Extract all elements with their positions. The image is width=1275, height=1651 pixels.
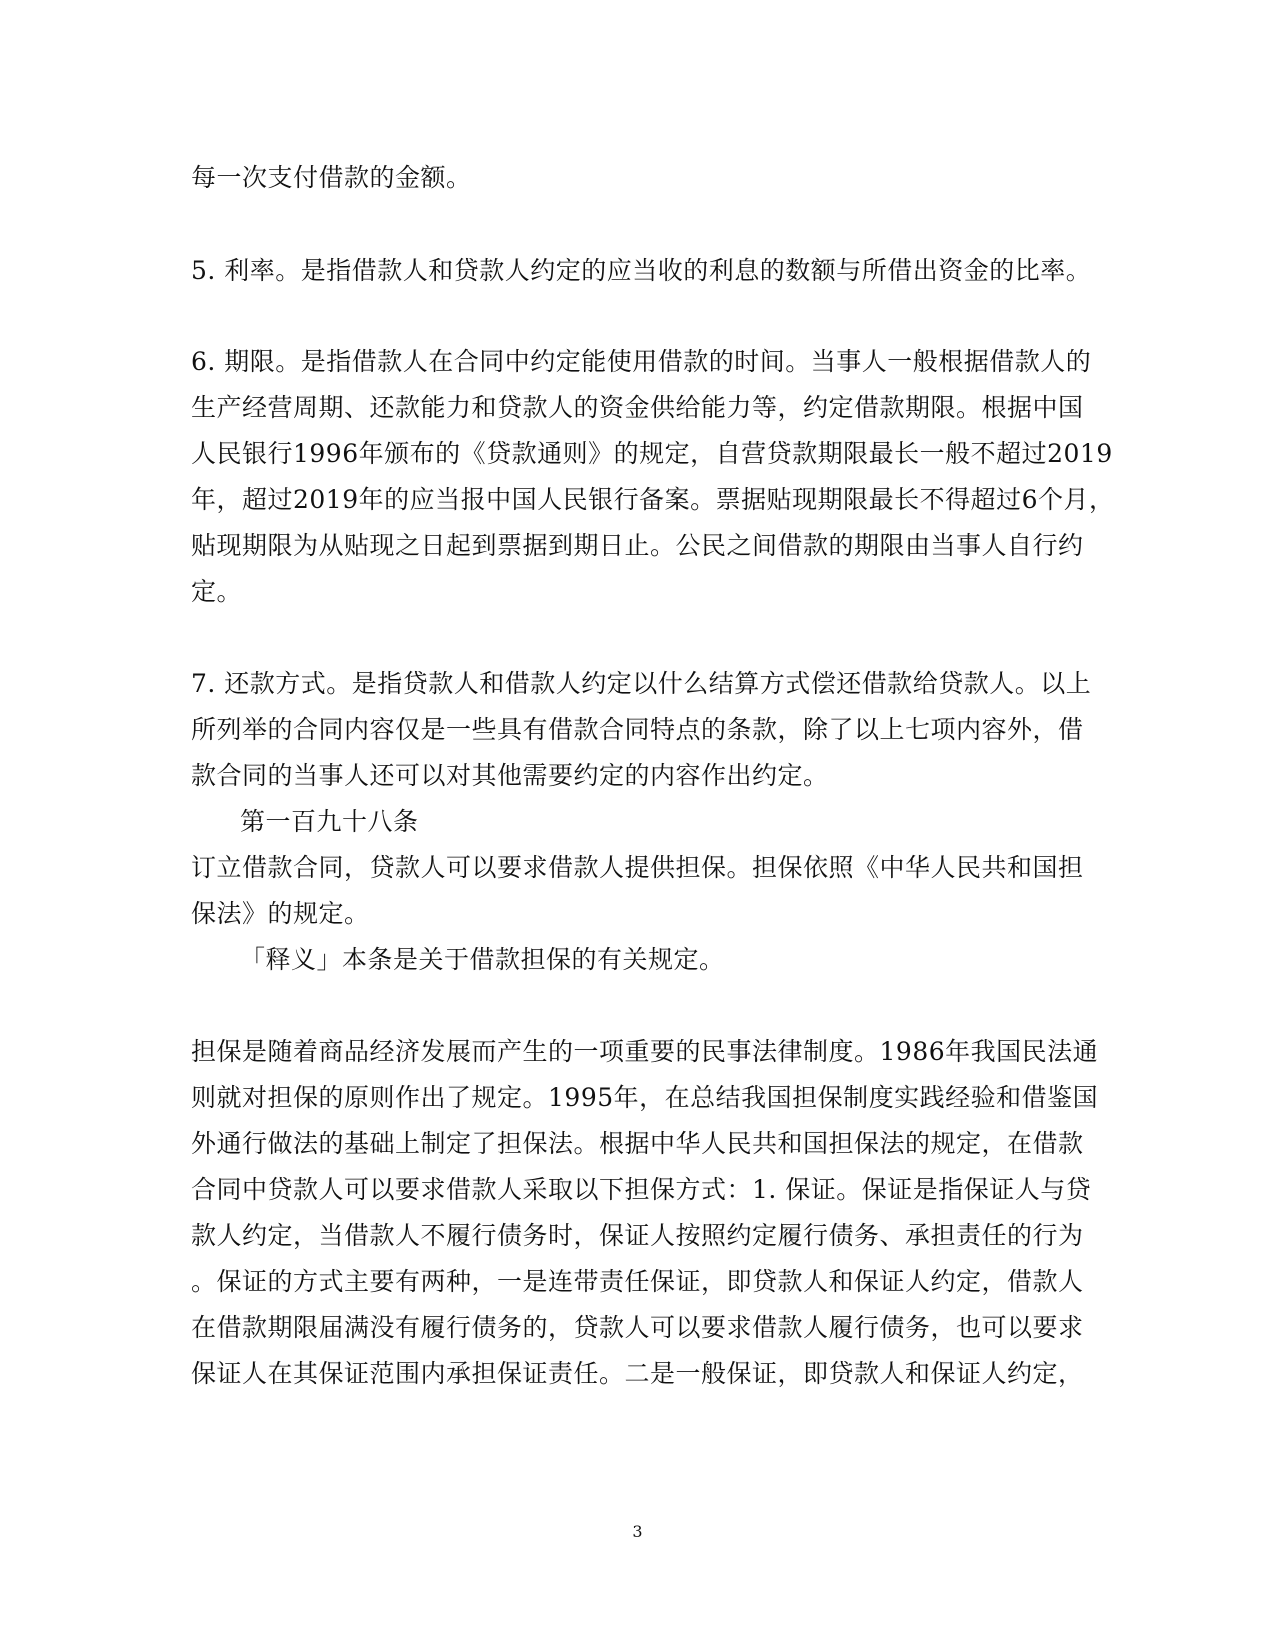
text-line-9: 7. 还款方式。是指贷款人和借款人约定以什么结算方式偿还借款给贷款人。以上 (191, 669, 1092, 698)
text-line-2: 5. 利率。是指借款人和贷款人约定的应当收的利息的数额与所借出资金的比率。 (191, 256, 1092, 285)
text-line-19: 合同中贷款人可以要求借款人采取以下担保方式：1. 保证。保证是指保证人与贷 (191, 1175, 1092, 1204)
interpretation-line: 「释义」本条是关于借款担保的有关规定。 (240, 945, 725, 974)
text-line-5: 人民银行1996年颁布的《贷款通则》的规定，自营贷款期限最长一般不超过2019 (191, 439, 1113, 468)
text-line-6: 年，超过2019年的应当报中国人民银行备案。票据贴现期限最长不得超过6个月， (191, 485, 1115, 514)
text-line-16: 担保是随着商品经济发展而产生的一项重要的民事法律制度。1986年我国民法通 (191, 1037, 1099, 1066)
text-line-3: 6. 期限。是指借款人在合同中约定能使用借款的时间。当事人一般根据借款人的 (191, 347, 1092, 376)
text-line-17: 则就对担保的原则作出了规定。1995年，在总结我国担保制度实践经验和借鉴国 (191, 1083, 1099, 1112)
text-line-21: 。保证的方式主要有两种，一是连带责任保证，即贷款人和保证人约定，借款人 (191, 1267, 1084, 1296)
text-line-7: 贴现期限为从贴现之日起到票据到期日止。公民之间借款的期限由当事人自行约 (191, 531, 1084, 560)
page-number: 3 (632, 1522, 643, 1541)
text-line-13: 订立借款合同，贷款人可以要求借款人提供担保。担保依照《中华人民共和国担 (191, 853, 1084, 882)
text-line-11: 款合同的当事人还可以对其他需要约定的内容作出约定。 (191, 761, 829, 790)
text-line-23: 保证人在其保证范围内承担保证责任。二是一般保证，即贷款人和保证人约定， (191, 1359, 1084, 1388)
text-line-10: 所列举的合同内容仅是一些具有借款合同特点的条款，除了以上七项内容外，借 (191, 715, 1084, 744)
text-line-1: 每一次支付借款的金额。 (191, 163, 472, 192)
text-line-8: 定。 (191, 577, 243, 606)
text-line-18: 外通行做法的基础上制定了担保法。根据中华人民共和国担保法的规定，在借款 (191, 1129, 1084, 1158)
text-line-4: 生产经营周期、还款能力和贷款人的资金供给能力等，约定借款期限。根据中国 (191, 393, 1084, 422)
text-line-20: 款人约定，当借款人不履行债务时，保证人按照约定履行债务、承担责任的行为 (191, 1221, 1084, 1250)
text-line-14: 保法》的规定。 (191, 899, 370, 928)
article-heading: 第一百九十八条 (240, 807, 419, 836)
text-line-22: 在借款期限届满没有履行债务的，贷款人可以要求借款人履行债务，也可以要求 (191, 1313, 1084, 1342)
